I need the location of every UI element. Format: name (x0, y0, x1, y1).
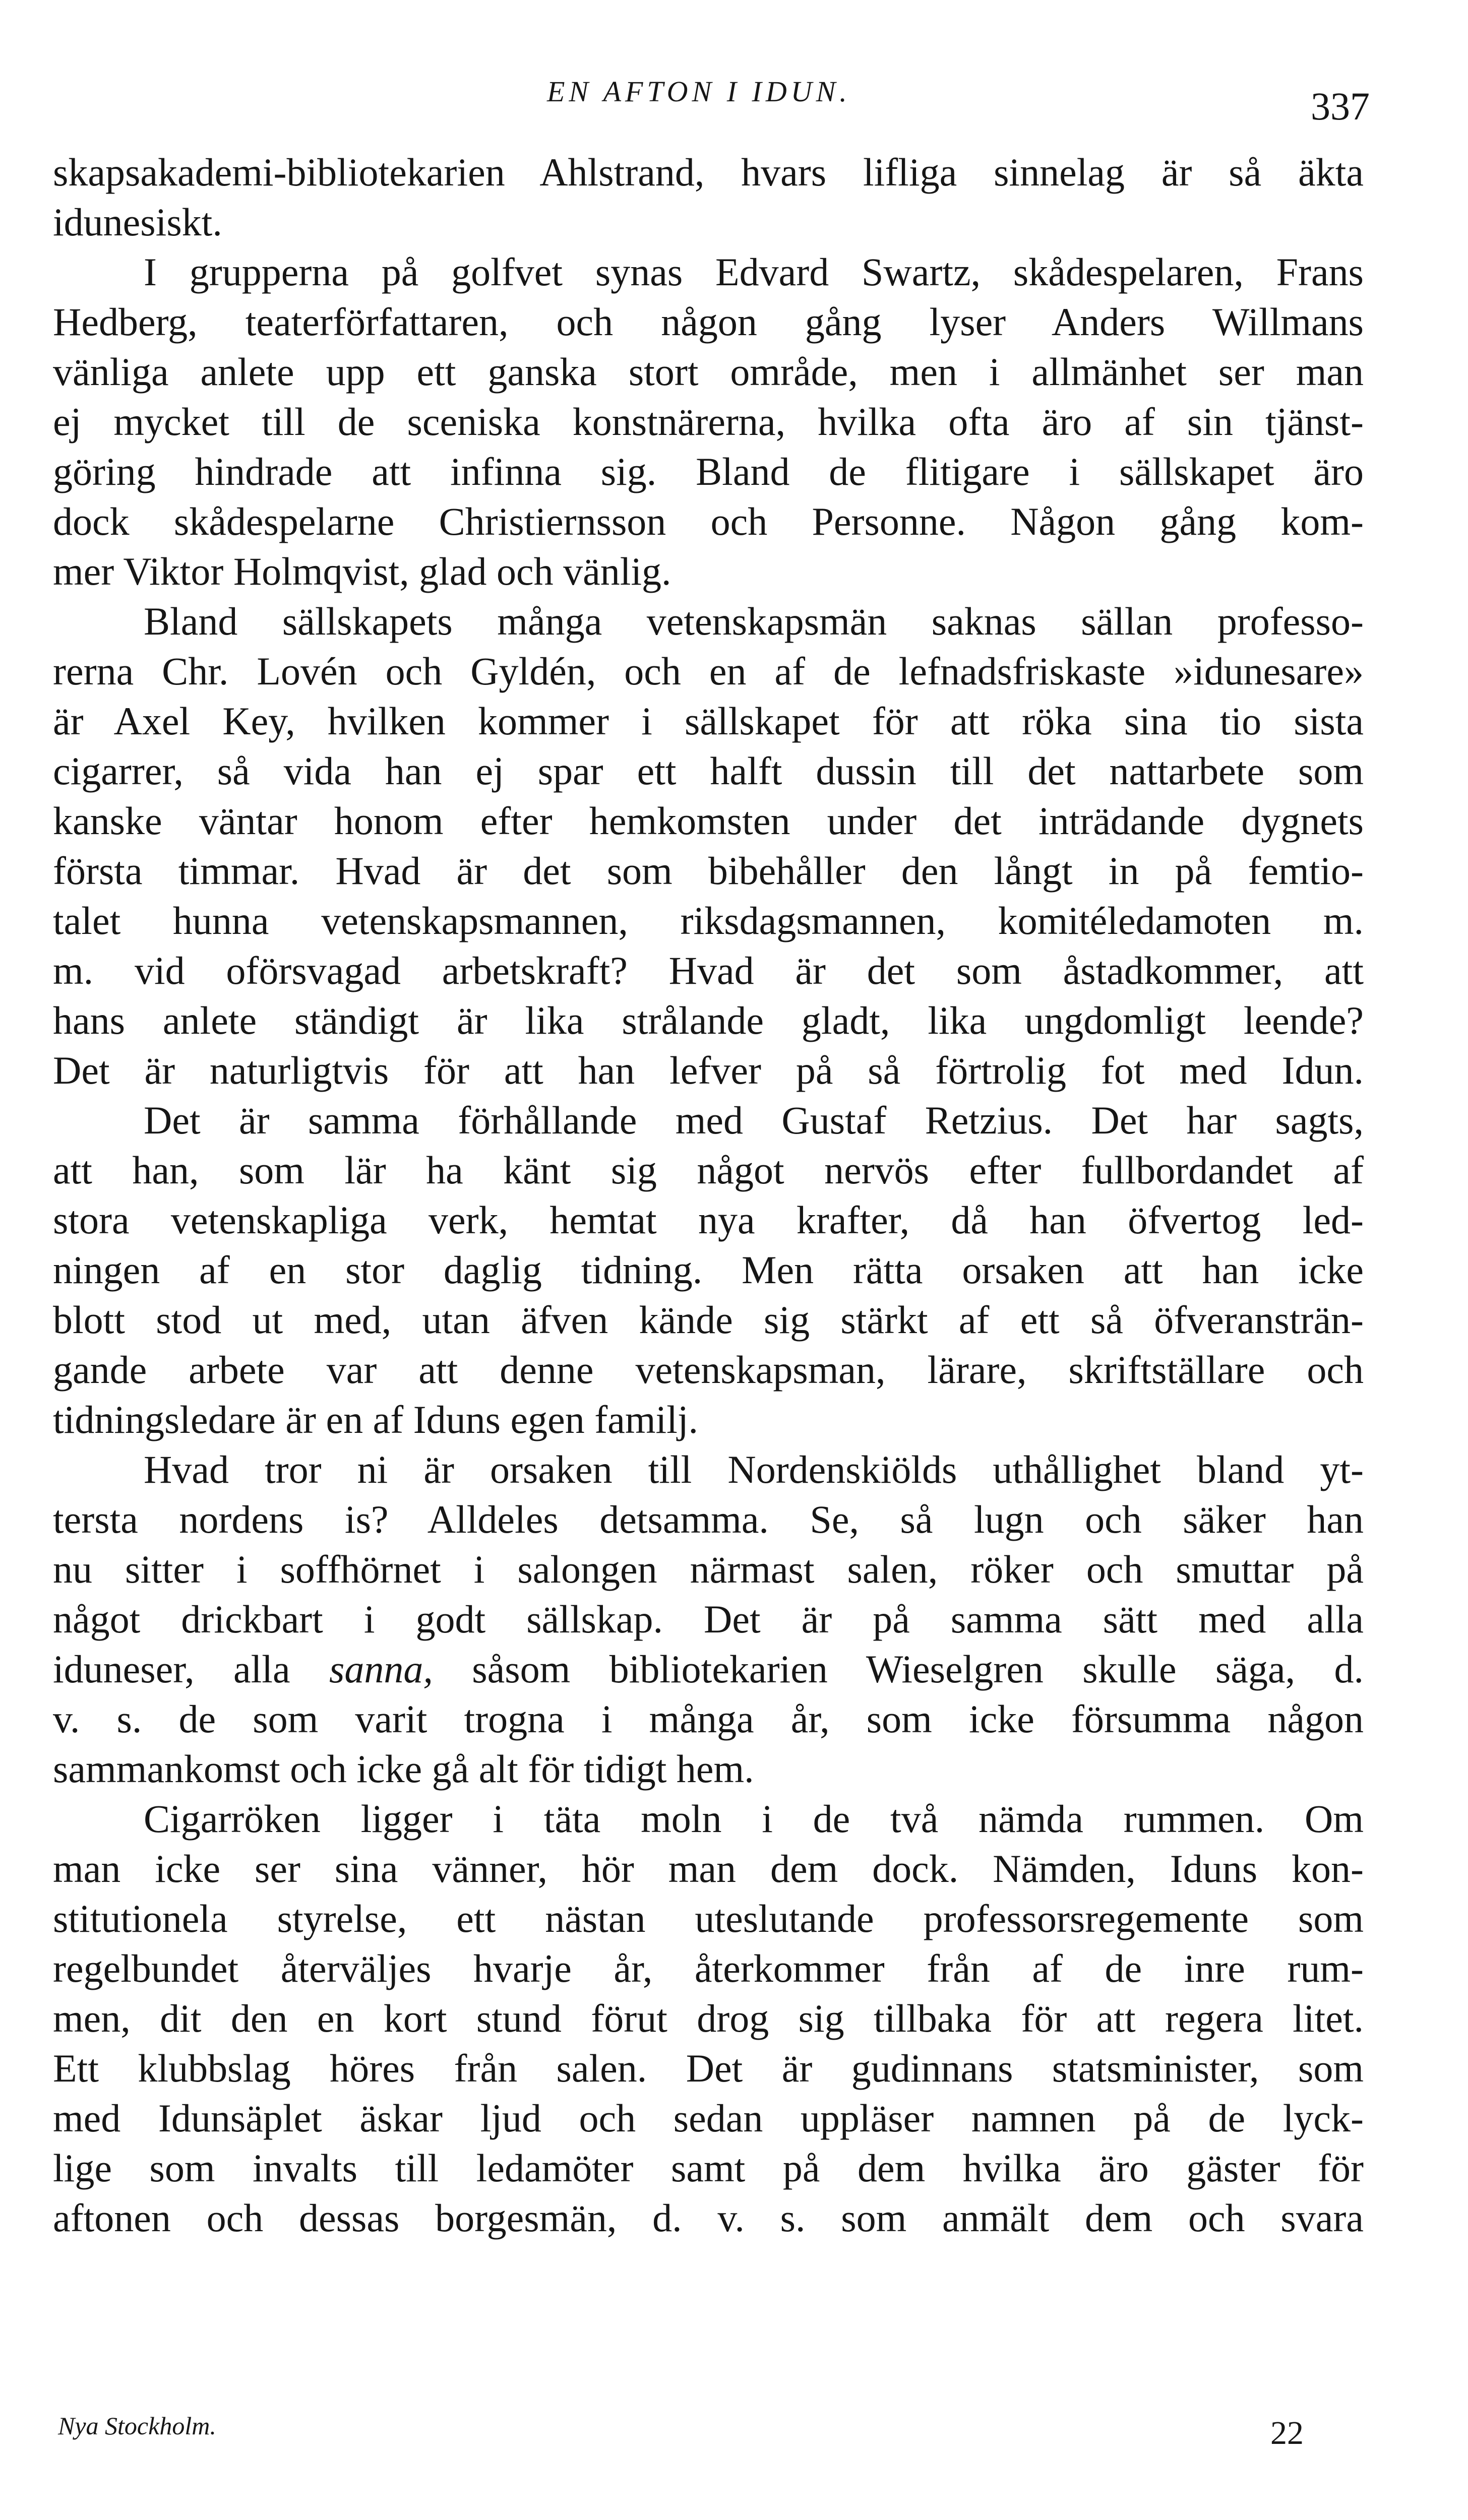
text-line: med Idunsäplet äskar ljud och sedan uppläser namnen på de lyck- (53, 2096, 1364, 2140)
text-line: gande arbete var att denne vetenskapsman, lärare, skriftställare och (53, 1348, 1364, 1392)
text-segment: såsom bibliotekarien Wieselgren skulle säga, d. (433, 1647, 1364, 1691)
text-line (53, 1644, 1364, 1694)
text-line: Cigarröken ligger i täta moln i de två nämda rummen. Om (144, 1797, 1364, 1841)
page-number: 337 (1311, 84, 1370, 128)
text-line: dock skådespelarne Christiernsson och Personne. Någon gång kom- (53, 499, 1364, 543)
text-line: blott stod ut med, utan äfven kände sig stärkt af ett så öfveransträn- (53, 1298, 1364, 1342)
italic-word: sanna, (329, 1647, 433, 1691)
text-line: Bland sällskapets många vetenskapsmän saknas sällan professo- (144, 599, 1364, 643)
text-line: Det är naturligtvis för att han lefver på så förtrolig fot med Idun. (53, 1048, 1364, 1092)
text-line: v. s. de som varit trogna i många år, som icke försumma någon (53, 1697, 1364, 1741)
text-line: kanske väntar honom efter hemkomsten under det inträdande dygnets (53, 799, 1364, 843)
text-line: men, dit den en kort stund förut drog sig tillbaka för att regera litet. (53, 1996, 1364, 2040)
text-line: skapsakademi-bibliotekarien Ahlstrand, hvars lifliga sinnelag är så äkta (53, 150, 1364, 194)
text-line: m. vid oförsvagad arbetskraft? Hvad är det som åstadkommer, att (53, 949, 1364, 992)
running-title: EN AFTON I IDUN. (547, 75, 851, 108)
text-line: tidningsledare är en af Iduns egen familj. (53, 1398, 699, 1441)
body-text (53, 147, 1364, 2243)
text-line: sammankomst och icke gå alt för tidigt hem. (53, 1747, 754, 1791)
text-line: rerna Chr. Lovén och Gyldén, och en af de lefnadsfriskaste »idunesare» (53, 649, 1364, 693)
text-line: Hvad tror ni är orsaken till Nordenskiölds uthållighet bland yt- (144, 1447, 1364, 1491)
text-line: mer Viktor Holmqvist, glad och vänlig. (53, 549, 671, 593)
text-line: regelbundet återväljes hvarje år, återkommer från af de inre rum- (53, 1946, 1364, 1990)
text-line: aftonen och dessas borgesmän, d. v. s. som anmält dem och svara (53, 2196, 1364, 2240)
text-line: Hedberg, teaterförfattaren, och någon gång lyser Anders Willmans (53, 300, 1364, 344)
text-line: cigarrer, så vida han ej spar ett halft dussin till det nattarbete som (53, 749, 1364, 793)
text-line: är Axel Key, hvilken kommer i sällskapet för att röka sina tio sista (53, 699, 1364, 743)
text-line: vänliga anlete upp ett ganska stort område, men i allmänhet ser man (53, 350, 1364, 394)
text-line: ningen af en stor daglig tidning. Men rätta orsaken att han icke (53, 1248, 1364, 1292)
printer-signature: Nya Stockholm. (58, 2412, 216, 2440)
sheet-number: 22 (1270, 2415, 1304, 2451)
text-line: Ett klubbslag höres från salen. Det är gudinnans statsminister, som (53, 2046, 1364, 2090)
text-line: stitutionela styrelse, ett nästan uteslutande professorsregemente som (53, 1897, 1364, 1940)
text-line: I grupperna på golfvet synas Edvard Swartz, skådespelaren, Frans (144, 250, 1364, 294)
text-line: Det är samma förhållande med Gustaf Retzius. Det har sagts, (144, 1098, 1364, 1142)
text-line: ej mycket till de sceniska konstnärerna, hvilka ofta äro af sin tjänst- (53, 400, 1364, 444)
text-line: stora vetenskapliga verk, hemtat nya krafter, då han öfvertog led- (53, 1198, 1364, 1242)
text-line: man icke ser sina vänner, hör man dem dock. Nämden, Iduns kon- (53, 1847, 1364, 1891)
text-line: göring hindrade att infinna sig. Bland de flitigare i sällskapet äro (53, 450, 1364, 493)
text-line: att han, som lär ha känt sig något nervös efter fullbordandet af (53, 1148, 1364, 1192)
text-line: tersta nordens is? Alldeles detsamma. Se, så lugn och säker han (53, 1497, 1364, 1541)
text-line: hans anlete ständigt är lika strålande gladt, lika ungdomligt leende? (53, 998, 1364, 1042)
text-line: lige som invalts till ledamöter samt på dem hvilka äro gäster för (53, 2146, 1364, 2190)
text-line: något drickbart i godt sällskap. Det är på samma sätt med alla (53, 1597, 1364, 1641)
text-line: första timmar. Hvad är det som bibehåller den långt in på femtio- (53, 849, 1364, 893)
text-segment: iduneser, alla (53, 1647, 329, 1691)
text-line: talet hunna vetenskapsmannen, riksdagsmannen, komitéledamoten m. (53, 899, 1364, 942)
text-line: nu sitter i soffhörnet i salongen närmast salen, röker och smuttar på (53, 1547, 1364, 1591)
text-line: idunesiskt. (53, 200, 222, 244)
